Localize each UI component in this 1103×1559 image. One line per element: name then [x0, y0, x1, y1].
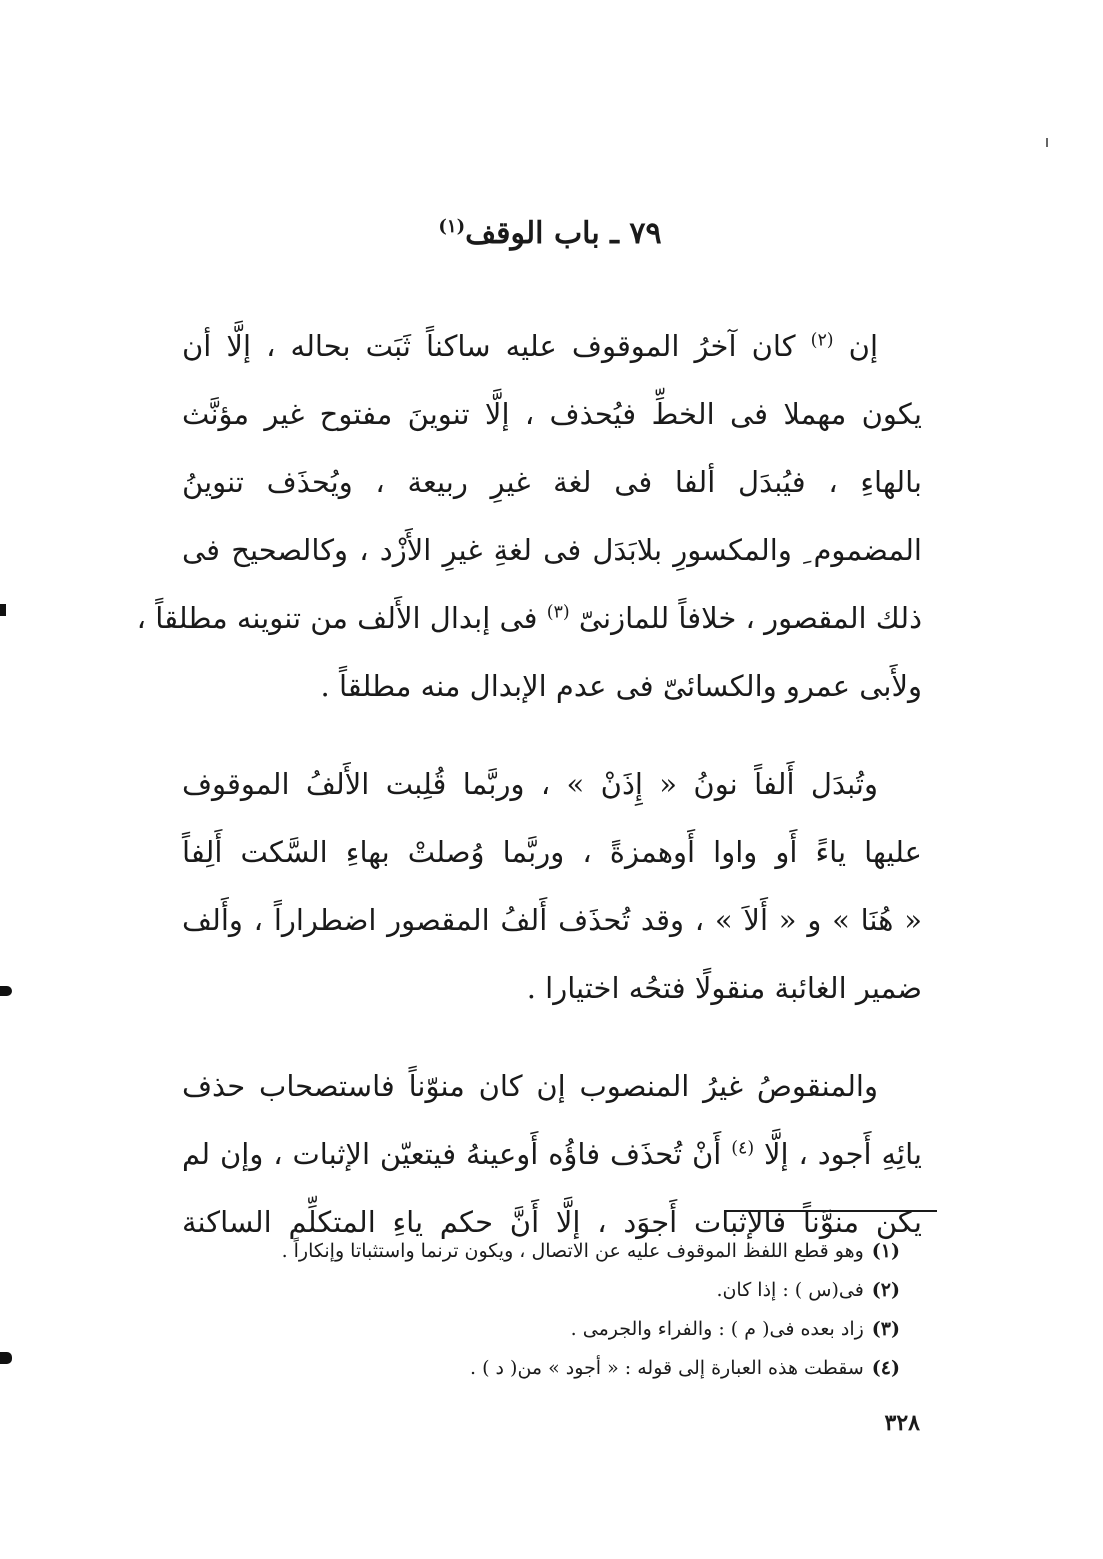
text-line: يكون مهملا فى الخطِّ فيُحذف ، إلَّا تنوينَ مفتوح غير مؤنَّث: [182, 397, 922, 431]
text-line: ولأَبى عمرو والكسائىّ فى عدم الإبدال منه مطلقاً .: [320, 669, 922, 703]
footnotes: [240, 1232, 900, 1388]
chapter-number: ٧٩: [629, 216, 662, 251]
footnote-text: زاد بعده فى( م ) : والفراء والجرمى .: [570, 1318, 864, 1340]
footnote-number: (٢): [871, 1279, 900, 1301]
text-line: [136, 584, 922, 652]
scan-mark: [0, 986, 12, 996]
main-text: [136, 312, 922, 1256]
footnote-text: فى(س ) : إذا كان.: [716, 1279, 864, 1301]
footnote: [240, 1310, 900, 1349]
chapter-title: [180, 212, 920, 256]
chapter-name: باب الوقف: [465, 216, 600, 251]
scan-mark: [0, 1352, 12, 1364]
footnote-number: (٤): [871, 1357, 900, 1379]
footnote-ref: (٤): [731, 1138, 755, 1159]
footnote-text: وهو قطع اللفظ الموقوف عليه عن الاتصال ، ويكون ترنما واستثباتا وإنكاراً .: [281, 1240, 864, 1262]
scan-mark: [0, 604, 6, 616]
text-line: ضمير الغائبة منقولًا فتحُه اختيارا .: [526, 971, 922, 1005]
footnote: [240, 1349, 900, 1388]
text-line: وتُبدَل أَلفاً نونُ « إِذَنْ » ، وربَّما قُلِبت الأَلفُ الموقوف: [182, 767, 878, 801]
line-text: فى إبدال الأَلف من تنوينه مطلقاً ،: [136, 601, 538, 635]
text-line: [182, 312, 922, 380]
paragraph: [136, 312, 922, 720]
footnote-number: (١): [871, 1240, 900, 1262]
page-number: ٣٢٨: [884, 1410, 920, 1436]
text-line: « هُنَا » و « أَلاَ » ، وقد تُحذَف أَلفُ المقصور اضطراراً ، وأَلف: [182, 903, 922, 937]
footnote-separator: [725, 1210, 937, 1212]
footnote-ref: (٢): [810, 330, 834, 351]
footnote-ref: (٣): [546, 602, 570, 623]
footnote-text: سقطت هذه العبارة إلى قوله : « أجود » من( د ) .: [470, 1357, 864, 1379]
text-line: بالهاءِ ، فيُبدَل ألفا فى لغة غيرِ ربيعة ، ويُحذَف تنوينُ: [182, 465, 922, 499]
line-text: أَنْ تُحذَف فاؤُه أَوعينهُ فيتعيّن الإثبات ، وإن لم: [182, 1137, 722, 1171]
paragraph: [182, 1052, 922, 1256]
chapter-dash: ـ: [610, 216, 619, 251]
text-line: [182, 1120, 922, 1188]
footnote: [240, 1271, 900, 1310]
footnote: [240, 1232, 900, 1271]
paragraph: [182, 750, 922, 1022]
line-text: يائِهِ أَجود ، إلَّا: [764, 1137, 922, 1171]
text-line: عليها ياءً أَو واوا أَوهمزةً ، وربَّما وُصلتْ بهاءِ السَّكت أَلِفاً: [182, 835, 922, 869]
line-text: كان آخرُ الموقوف عليه ساكناً ثَبَت بحاله ، إلَّا أن: [182, 329, 796, 363]
text-line: والمنقوصُ غيرُ المنصوب إن كان منوّناً فاستصحاب حذف: [182, 1069, 878, 1103]
text-line: يكن منوَّناً فالإثبات أَجوَد ، إلَّا أَنَّ حكم ياءِ المتكلِّم الساكنة: [182, 1205, 922, 1239]
line-text: ذلك المقصور ، خلافاً للمازنىّ: [578, 601, 922, 635]
footnote-ref: (١): [438, 216, 466, 237]
line-text: إن: [848, 329, 879, 363]
scan-mark: [1046, 138, 1048, 147]
footnote-number: (٣): [871, 1318, 900, 1340]
text-line: المضموم ِ والمكسورِ بلابَدَل فى لغةِ غيرِ الأَزْد ، وكالصحيح فى: [182, 533, 922, 567]
